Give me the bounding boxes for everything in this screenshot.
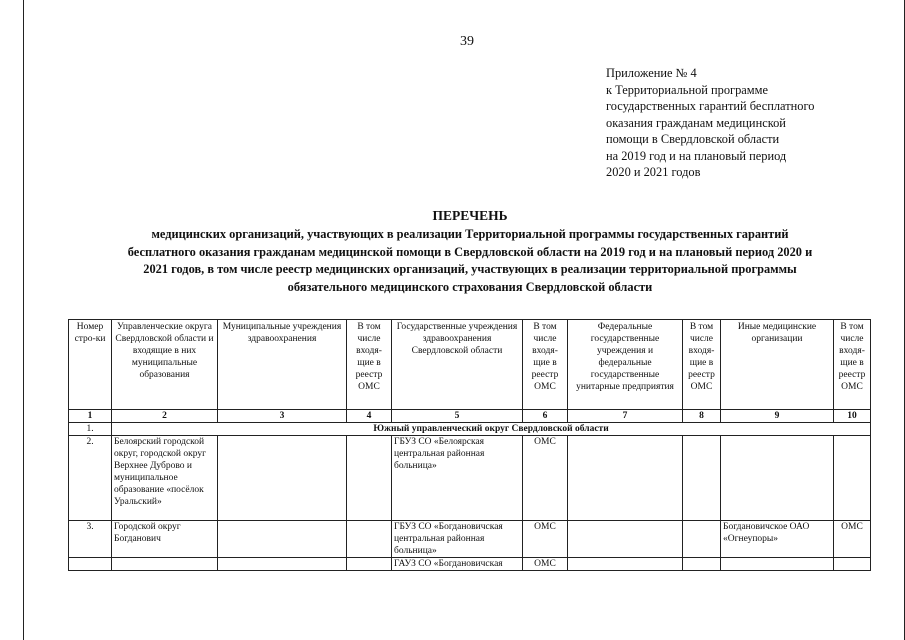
federal-oms-cell bbox=[683, 558, 721, 571]
column-number: 4 bbox=[347, 410, 392, 423]
table-row bbox=[69, 521, 871, 558]
row-number bbox=[69, 558, 112, 571]
header-cell: Иные медицинские организации bbox=[721, 320, 834, 410]
section-row bbox=[69, 423, 871, 436]
header-cell: В том числе входя-щие в реестр ОМС bbox=[834, 320, 871, 410]
table-row bbox=[69, 436, 871, 521]
column-number: 3 bbox=[218, 410, 347, 423]
column-number: 10 bbox=[834, 410, 871, 423]
column-number: 2 bbox=[112, 410, 218, 423]
column-number-row bbox=[69, 410, 871, 423]
municipal-cell bbox=[218, 521, 347, 558]
district-cell: Городской округ Богданович bbox=[112, 521, 218, 558]
other-oms-cell: ОМС bbox=[834, 521, 871, 558]
subtitle-line: обязательного медицинского страхования Свердловской области bbox=[287, 279, 653, 294]
state-institution-cell: ГАУЗ СО «Богдановичская bbox=[392, 558, 523, 571]
municipal-cell bbox=[218, 436, 347, 521]
other-org-cell: Богдановичское ОАО «Огнеупоры» bbox=[721, 521, 834, 558]
federal-oms-cell bbox=[683, 436, 721, 521]
state-oms-cell: ОМС bbox=[523, 521, 568, 558]
appendix-note bbox=[606, 65, 814, 181]
appendix-line: 2020 и 2021 годов bbox=[606, 165, 701, 179]
header-cell: Муниципальные учреждения здравоохранения bbox=[218, 320, 347, 410]
column-number: 9 bbox=[721, 410, 834, 423]
state-oms-cell: ОМС bbox=[523, 558, 568, 571]
column-number: 5 bbox=[392, 410, 523, 423]
appendix-line: Приложение № 4 bbox=[606, 66, 697, 80]
header-cell: В том числе входя-щие в реестр ОМС bbox=[523, 320, 568, 410]
appendix-line: помощи в Свердловской области bbox=[606, 132, 780, 146]
federal-cell bbox=[568, 436, 683, 521]
federal-cell bbox=[568, 521, 683, 558]
subtitle-line: 2021 годов, в том числе реестр медицинских организаций, участвующих в реализации территориальной программы bbox=[143, 262, 797, 276]
header-cell: В том числе входя-щие в реестр ОМС bbox=[347, 320, 392, 410]
column-number: 6 bbox=[523, 410, 568, 423]
section-title: Южный управленческий округ Свердловской области bbox=[112, 423, 871, 436]
header-cell: Федеральные государственные учреждения и федеральные государственные унитарные предприятия bbox=[568, 320, 683, 410]
subtitle-line: бесплатного оказания гражданам медицинской помощи в Свердловской области на 2019 год и на плановый период 2020 и bbox=[127, 244, 813, 259]
state-institution-cell: ГБУЗ СО «Белоярская центральная районная больница» bbox=[392, 436, 523, 521]
district-cell bbox=[112, 558, 218, 571]
row-number: 3. bbox=[69, 521, 112, 558]
municipal-oms-cell bbox=[347, 521, 392, 558]
federal-oms-cell bbox=[683, 521, 721, 558]
subtitle-line: медицинских организаций, участвующих в реализации Территориальной программы государственных гарантий bbox=[151, 227, 789, 241]
header-cell: Номер стро-ки bbox=[69, 320, 112, 410]
municipal-oms-cell bbox=[347, 436, 392, 521]
appendix-line: на 2019 год и на плановый период bbox=[606, 148, 787, 163]
document-subtitle bbox=[60, 226, 880, 296]
municipal-cell bbox=[218, 558, 347, 571]
other-oms-cell bbox=[834, 436, 871, 521]
state-oms-cell: ОМС bbox=[523, 436, 568, 521]
appendix-line: к Территориальной программе bbox=[606, 82, 768, 97]
column-number: 1 bbox=[69, 410, 112, 423]
state-institution-cell: ГБУЗ СО «Богдановичская центральная районная больница» bbox=[392, 521, 523, 558]
column-number: 7 bbox=[568, 410, 683, 423]
organizations-table bbox=[68, 319, 871, 571]
appendix-line: оказания гражданам медицинской bbox=[606, 115, 786, 130]
other-org-cell bbox=[721, 436, 834, 521]
other-oms-cell bbox=[834, 558, 871, 571]
table-header-row bbox=[69, 320, 871, 410]
header-cell: В том числе входя-щие в реестр ОМС bbox=[683, 320, 721, 410]
header-cell: Управленческие округа Свердловской области и входящие в них муниципальные образования bbox=[112, 320, 218, 410]
column-number: 8 bbox=[683, 410, 721, 423]
district-cell: Белоярский городской округ, городской округ Верхнее Дуброво и муниципальное образование «посёлок Уральский» bbox=[112, 436, 218, 521]
table-row bbox=[69, 558, 871, 571]
row-number: 1. bbox=[69, 423, 112, 436]
document-heading: ПЕРЕЧЕНЬ bbox=[432, 208, 508, 223]
appendix-line: государственных гарантий бесплатного bbox=[606, 99, 815, 113]
municipal-oms-cell bbox=[347, 558, 392, 571]
row-number: 2. bbox=[69, 436, 112, 521]
header-cell: Государственные учреждения здравоохранения Свердловской области bbox=[392, 320, 523, 410]
federal-cell bbox=[568, 558, 683, 571]
other-org-cell bbox=[721, 558, 834, 571]
page-number: 39 bbox=[460, 34, 474, 49]
